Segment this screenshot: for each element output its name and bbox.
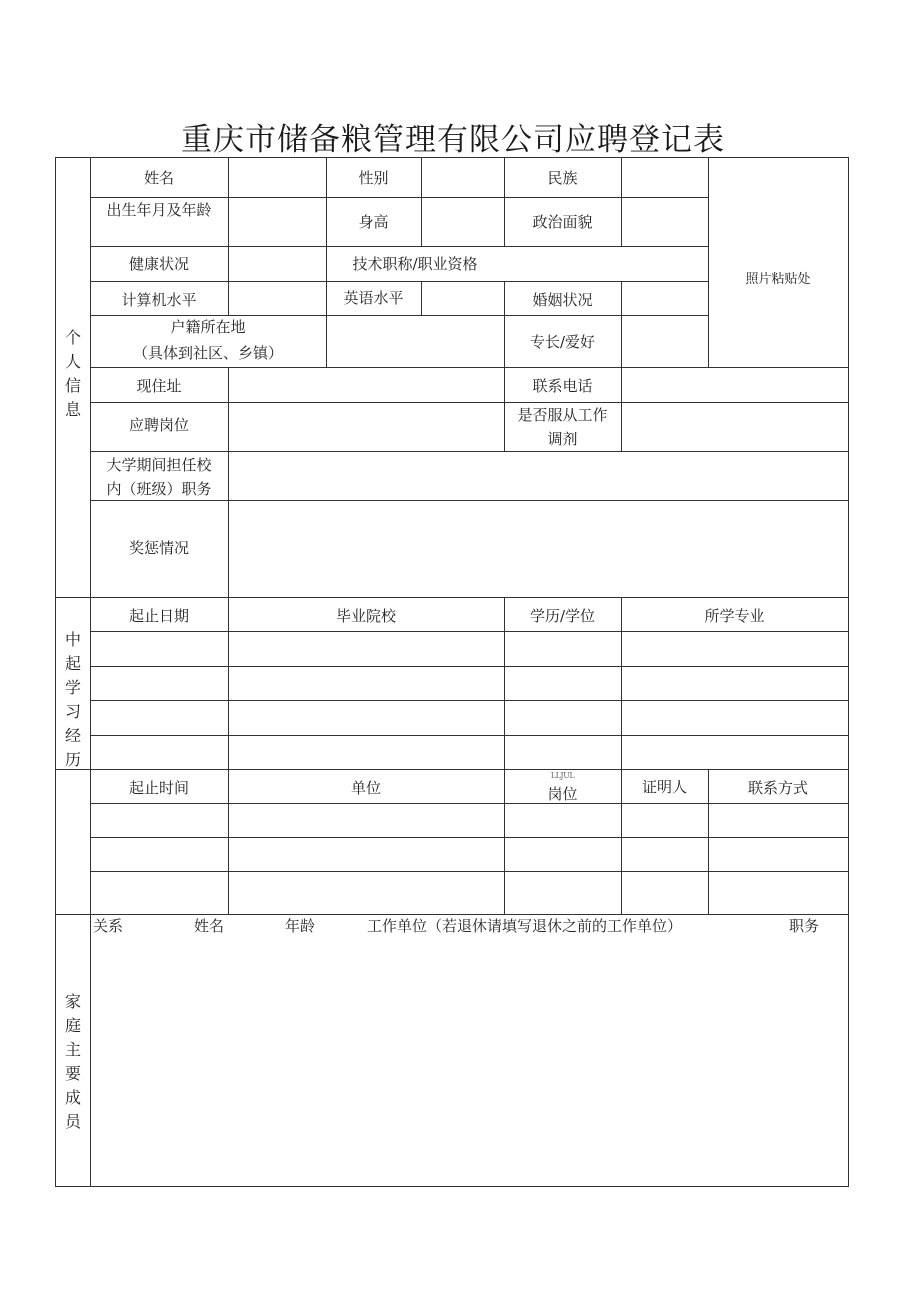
edu-header-dates: 起止日期: [128, 607, 189, 625]
label-professional-title: 技术职称/职业资格: [352, 255, 478, 273]
photo-area-label: 照片粘贴处: [745, 272, 811, 287]
grid-line: [56, 597, 848, 598]
page-title: 重庆市储备粮管理有限公司应聘登记表: [181, 122, 725, 158]
grid-line: [621, 158, 622, 246]
grid-line: [90, 281, 708, 282]
grid-line: [421, 281, 422, 315]
grid-line: [90, 803, 848, 804]
label-birth-age: 出生年月及年龄: [106, 201, 212, 219]
grid-line: [90, 158, 91, 1187]
label-computer-level: 计算机水平: [121, 291, 197, 309]
label-obey-line1: 是否服从工作: [517, 406, 608, 424]
label-health: 健康状况: [128, 255, 189, 273]
edu-header-school: 毕业院校: [335, 607, 396, 625]
label-phone: 联系电话: [532, 377, 593, 395]
grid-line: [90, 700, 848, 701]
work-faint-mark: LLJUL: [550, 771, 575, 780]
label-marital-status: 婚姻状况: [532, 291, 593, 309]
section-label-family: 家庭主要成员: [64, 992, 81, 1131]
family-header-age: 年龄: [285, 917, 316, 935]
grid-line: [90, 402, 848, 403]
grid-line: [56, 769, 848, 770]
grid-line: [621, 367, 622, 451]
grid-line: [708, 158, 709, 367]
section-label-education: 中起学习经历: [64, 630, 81, 769]
family-header-relation: 关系: [93, 917, 124, 935]
label-gender: 性别: [358, 169, 389, 187]
work-header-employer: 单位: [350, 779, 381, 797]
label-specialty: 专长/爱好: [529, 333, 596, 351]
label-obey-line2: 调剂: [547, 430, 578, 448]
label-address: 现住址: [136, 377, 182, 395]
grid-line: [228, 367, 229, 597]
label-height: 身高: [358, 213, 389, 231]
grid-line: [90, 735, 848, 736]
label-rewards: 奖惩情况: [128, 539, 189, 557]
label-household-line2: （具体到社区、乡镇）: [132, 344, 283, 362]
label-position: 应聘岗位: [128, 416, 189, 434]
label-ethnicity: 民族: [547, 169, 578, 187]
grid-line: [228, 158, 229, 315]
label-univ-line2: 内（班级）职务: [106, 480, 212, 498]
label-household-line1: 户籍所在地: [170, 318, 246, 336]
grid-line: [90, 246, 708, 247]
grid-line: [90, 837, 848, 838]
work-header-dates: 起止时间: [128, 779, 189, 797]
grid-line: [90, 367, 848, 368]
label-political-status: 政治面貌: [532, 213, 593, 231]
grid-line: [90, 451, 848, 452]
application-form: [55, 157, 849, 1187]
grid-line: [90, 666, 848, 667]
work-header-contact: 联系方式: [747, 779, 808, 797]
section-label-personal: 个人信息: [64, 328, 81, 419]
family-header-duty: 职务: [789, 917, 820, 935]
grid-line: [90, 631, 848, 632]
work-header-reference: 证明人: [641, 778, 687, 796]
grid-line: [90, 871, 848, 872]
label-univ-line1: 大学期间担任校: [106, 456, 212, 474]
edu-header-degree: 学历/学位: [529, 607, 596, 625]
edu-header-major: 所学专业: [704, 607, 765, 625]
label-name: 姓名: [143, 169, 174, 187]
grid-line: [421, 158, 422, 246]
grid-line: [621, 281, 622, 367]
family-header-name: 姓名: [194, 917, 225, 935]
work-header-post: 岗位: [547, 785, 578, 803]
family-header-employer: 工作单位（若退休请填写退休之前的工作单位）: [367, 917, 683, 935]
label-english-level: 英语水平: [343, 289, 404, 307]
